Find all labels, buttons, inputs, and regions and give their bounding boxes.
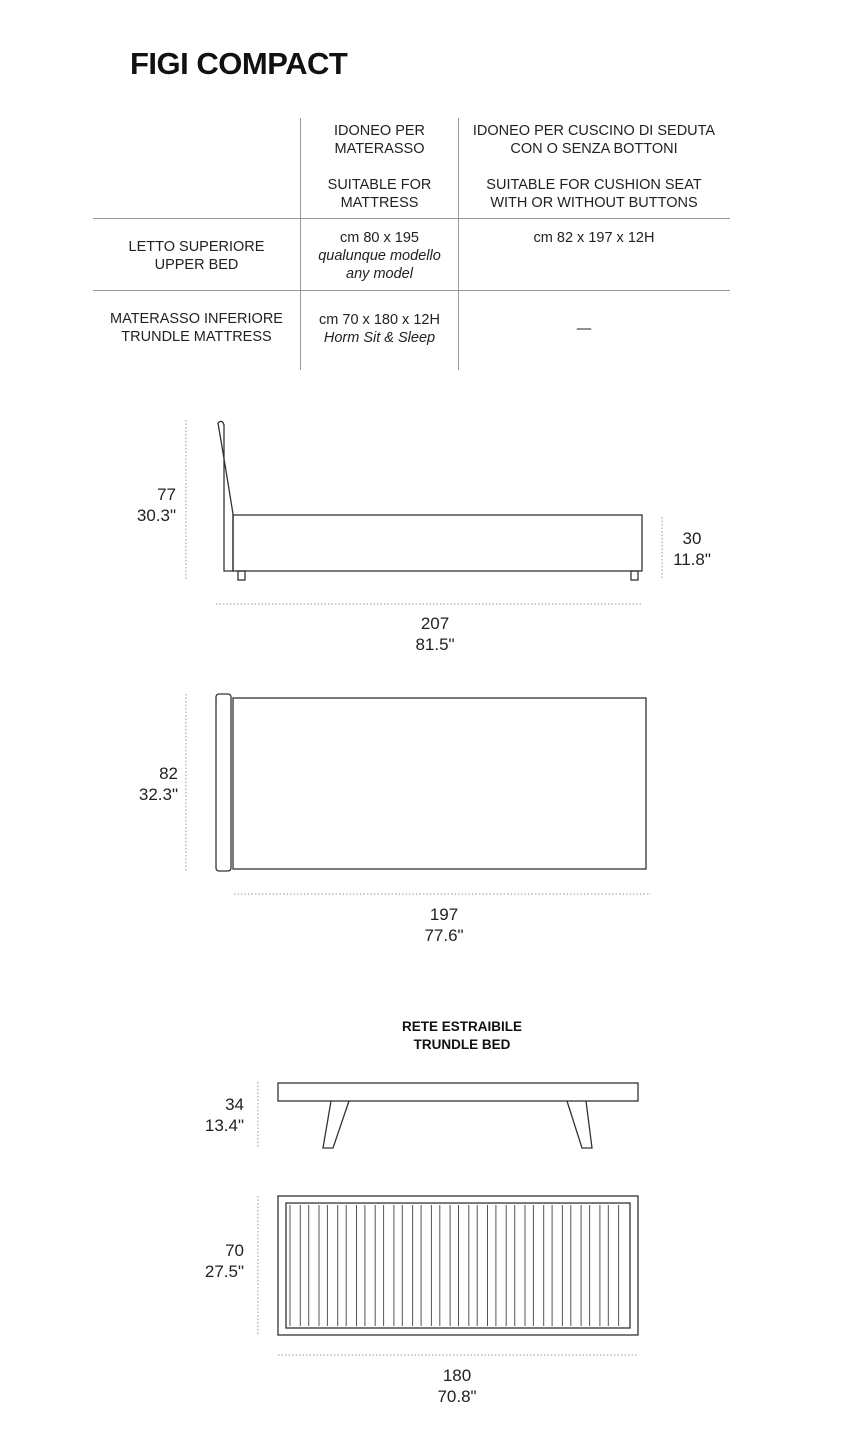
dim-trundle-height: 34 13.4" [204,1095,244,1135]
top-view-drawing [216,694,646,871]
cell-upper-mattress: cm 80 x 195 qualunque modello any model [318,230,441,282]
dim-side-height: 77 30.3" [136,485,176,525]
cell-trundle-cushion: — [576,321,592,337]
dim-trundle-length: 180 70.8" [437,1366,477,1406]
dim-trundle-width: 70 27.5" [204,1241,244,1281]
row-label-trundle-mattress: MATERASSO INFERIORE TRUNDLE MATTRESS [110,311,283,345]
row-label-upper-bed: LETTO SUPERIORE UPPER BED [128,239,265,273]
header-cushion-en: SUITABLE FOR CUSHION SEAT WITH OR WITHOUT BUTTONS [486,177,702,211]
header-cushion-it: IDONEO PER CUSCINO DI SEDUTA CON O SENZA BOTTONI [472,123,716,157]
dim-top-width: 82 32.3" [138,764,178,804]
header-mattress-en: SUITABLE FOR MATTRESS [327,177,432,211]
dim-bed-height: 30 11.8" [673,529,711,569]
trundle-side-drawing [278,1083,638,1148]
header-mattress-it: IDONEO PER MATERASSO [333,123,426,157]
trundle-slats [290,1205,619,1326]
cell-trundle-mattress: cm 70 x 180 x 12H Horm Sit & Sleep [319,312,440,346]
cell-upper-cushion: cm 82 x 197 x 12H [533,230,655,246]
dim-top-length: 197 77.6" [424,905,464,945]
product-title: FIGI COMPACT [130,46,348,81]
trundle-caption: RETE ESTRAIBILE TRUNDLE BED [401,1019,522,1052]
dim-side-length: 207 81.5" [415,614,455,654]
side-view-drawing [218,421,642,580]
